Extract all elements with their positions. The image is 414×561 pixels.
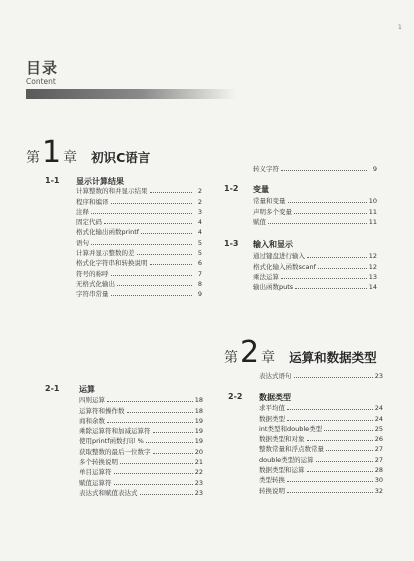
section-1-2-entries: [253, 195, 377, 226]
entry-page: 6: [197, 259, 202, 268]
entry-text: 计算整数的和并显示结果: [76, 187, 148, 196]
entry-leader: [287, 492, 373, 493]
section-number-1-2: 1-2: [224, 184, 239, 193]
chapter-number: 2: [240, 335, 260, 370]
entry-leader: [294, 213, 367, 214]
entry-leader: [153, 453, 193, 454]
entry-leader: [307, 257, 367, 258]
chapter-prefix: 第: [224, 350, 238, 366]
entry-leader: [150, 192, 193, 193]
toc-entry[interactable]: [259, 474, 383, 484]
toc-entry[interactable]: [259, 484, 383, 494]
entry-text: 通过键盘进行输入: [253, 252, 305, 261]
entry-page: 4: [197, 218, 202, 227]
entry-text: 计算并显示整数的差: [76, 249, 135, 258]
entry-page: 9: [197, 290, 202, 299]
toc-entry[interactable]: [259, 402, 383, 412]
entry-leader: [316, 461, 373, 462]
toc-entry[interactable]: [79, 415, 203, 425]
entry-leader: [107, 422, 193, 423]
entry-text: 运算符和操作数: [79, 406, 125, 415]
entry-leader: [287, 420, 373, 421]
chapter-title: 运算和数据类型: [289, 350, 377, 365]
entry-text: 乘法运算: [253, 272, 279, 281]
entry-text: 符号的称呼: [76, 269, 109, 278]
entry-page: 28: [374, 466, 383, 475]
entry-page: 11: [368, 217, 377, 226]
toc-entry[interactable]: [259, 423, 383, 433]
entry-text: 单目运算符: [79, 468, 112, 477]
entry-leader: [307, 440, 373, 441]
chapter-prefix: 第: [26, 150, 40, 166]
section-title-2-1[interactable]: 运算: [79, 385, 95, 394]
entry-page: 19: [194, 416, 203, 425]
toc-entry[interactable]: [79, 404, 203, 414]
toc-entry[interactable]: [76, 257, 202, 267]
entry-text: 四则运算: [79, 396, 105, 405]
entry-text: double类型的运算: [259, 455, 314, 464]
entry-page: 9: [372, 165, 377, 174]
section-1-1-entries: [76, 185, 202, 298]
toc-subtitle: Content: [26, 77, 56, 86]
entry-text: 表达式语句: [259, 372, 292, 381]
entry-text: 获取整数的最后一位数字: [79, 447, 151, 456]
entry-leader: [295, 288, 367, 289]
entry-page: 27: [374, 445, 383, 454]
entry-text: 类型转换: [259, 476, 285, 485]
toc-entry[interactable]: [259, 370, 383, 380]
toc-entry[interactable]: [76, 288, 202, 298]
entry-leader: [268, 223, 367, 224]
toc-entry[interactable]: [76, 206, 202, 216]
entry-text: 转义字符: [253, 165, 279, 174]
entry-leader: [91, 213, 192, 214]
entry-text: 常量和变量: [253, 197, 286, 206]
entry-page: 24: [374, 414, 383, 423]
toc-entry[interactable]: [259, 453, 383, 463]
entry-text: 无格式化输出: [76, 279, 115, 288]
entry-page: 27: [374, 455, 383, 464]
toc-header: [26, 60, 58, 86]
entry-text: 整数常量和浮点数常量: [259, 445, 324, 454]
entry-text: 注释: [76, 207, 89, 216]
entry-leader: [287, 409, 373, 410]
section-2-1-entries: [79, 394, 203, 497]
entry-page: 11: [368, 207, 377, 216]
toc-entry[interactable]: [79, 466, 203, 476]
toc-entry[interactable]: [79, 456, 203, 466]
section-number-1-3: 1-3: [224, 239, 239, 248]
entry-text: 求平均值: [259, 404, 285, 413]
entry-text: 程序和编译: [76, 197, 109, 206]
toc-entry[interactable]: [253, 260, 377, 270]
entry-text: 数据类型和运算: [259, 466, 305, 475]
section-2-2-entries: [259, 402, 383, 495]
entry-page: 12: [368, 252, 377, 261]
entry-leader: [111, 203, 193, 204]
toc-entry[interactable]: [253, 195, 377, 205]
entry-page: 14: [368, 283, 377, 292]
entry-page: 24: [374, 404, 383, 413]
entry-text: 使用printf函数打印 %: [79, 437, 144, 446]
entry-leader: [288, 202, 367, 203]
entry-leader: [318, 268, 367, 269]
entry-page: 32: [374, 486, 383, 495]
section-title-1-1[interactable]: 显示计算结果: [76, 177, 124, 186]
entry-leader: [114, 484, 193, 485]
entry-text: 乘除运算符和加减运算符: [79, 427, 151, 436]
entry-text: int类型和double类型: [259, 424, 323, 433]
toc-entry[interactable]: [76, 267, 202, 277]
chapter-2-heading[interactable]: [224, 335, 377, 370]
entry-leader: [281, 170, 367, 171]
toc-entry[interactable]: [79, 425, 203, 435]
entry-page: 23: [374, 372, 383, 381]
entry-leader: [141, 233, 192, 234]
entry-page: 4: [197, 228, 202, 237]
section-2-1-continued-entries: [259, 370, 383, 380]
entry-text: 商和余数: [79, 416, 105, 425]
entry-leader: [281, 278, 367, 279]
entry-leader: [150, 264, 193, 265]
entry-leader: [326, 450, 373, 451]
entry-page: 23: [194, 488, 203, 497]
entry-leader: [287, 481, 373, 482]
entry-page: 26: [374, 435, 383, 444]
entry-page: 13: [368, 272, 377, 281]
toc-entry[interactable]: [253, 271, 377, 281]
toc-entry[interactable]: [253, 163, 377, 173]
chapter-1-heading[interactable]: [26, 135, 151, 170]
entry-text: 赋值运算符: [79, 478, 112, 487]
section-number-1-1: 1-1: [45, 176, 60, 185]
section-number-2-1: 2-1: [45, 384, 60, 393]
section-title-1-3[interactable]: 输入和显示: [253, 240, 293, 249]
entry-page: 12: [368, 262, 377, 271]
entry-leader: [137, 254, 193, 255]
toc-entry[interactable]: [253, 281, 377, 291]
toc-entry[interactable]: [259, 443, 383, 453]
chapter-title: 初识C语言: [91, 150, 151, 165]
toc-entry[interactable]: [253, 205, 377, 215]
entry-text: 格式化输入函数scanf: [253, 262, 316, 271]
toc-entry[interactable]: [253, 250, 377, 260]
entry-page: 19: [194, 427, 203, 436]
entry-leader: [294, 377, 373, 378]
entry-leader: [107, 401, 193, 402]
entry-page: 5: [197, 238, 202, 247]
toc-entry[interactable]: [76, 236, 202, 246]
entry-text: 多个转换说明: [79, 458, 118, 467]
entry-page: 20: [194, 447, 203, 456]
entry-text: 表达式和赋值表达式: [79, 488, 138, 497]
entry-page: 2: [197, 197, 202, 206]
entry-leader: [117, 285, 192, 286]
entry-leader: [324, 430, 373, 431]
entry-text: 格式化输出函数printf: [76, 228, 140, 237]
chapter-suffix: 章: [63, 150, 78, 166]
chapter-number: 1: [42, 135, 62, 170]
entry-page: 2: [197, 187, 202, 196]
section-title-1-2[interactable]: 变量: [253, 185, 269, 194]
toc-entry[interactable]: [259, 412, 383, 422]
toc-entry[interactable]: [79, 435, 203, 445]
entry-leader: [111, 295, 193, 296]
entry-text: 格式化字符串和转换说明: [76, 259, 148, 268]
entry-leader: [111, 275, 193, 276]
entry-page: 7: [197, 269, 202, 278]
entry-page: 8: [197, 279, 202, 288]
entry-page: 10: [368, 197, 377, 206]
entry-text: 声明多个变量: [253, 207, 292, 216]
toc-entry[interactable]: [76, 226, 202, 236]
entry-leader: [104, 223, 192, 224]
entry-leader: [127, 412, 193, 413]
entry-leader: [153, 432, 193, 433]
entry-text: 数据类型: [259, 414, 285, 423]
entry-leader: [140, 494, 193, 495]
toc-entry[interactable]: [76, 195, 202, 205]
entry-leader: [307, 471, 373, 472]
entry-page: 18: [194, 406, 203, 415]
toc-entry[interactable]: [76, 185, 202, 195]
toc-entry[interactable]: [79, 394, 203, 404]
entry-leader: [146, 442, 193, 443]
entry-page: 25: [374, 424, 383, 433]
entry-page: 5: [197, 249, 202, 258]
entry-page: 21: [194, 458, 203, 467]
toc-entry[interactable]: [76, 247, 202, 257]
chapter-suffix: 章: [261, 350, 276, 366]
toc-entry[interactable]: [259, 464, 383, 474]
toc-entry[interactable]: [253, 216, 377, 226]
title-decoration-bar: [26, 89, 236, 99]
section-number-2-2: 2-2: [228, 392, 243, 401]
toc-entry[interactable]: [79, 487, 203, 497]
toc-entry[interactable]: [76, 278, 202, 288]
entry-text: 语句: [76, 238, 89, 247]
page-number: 1: [398, 24, 402, 31]
entry-text: 赋值: [253, 217, 266, 226]
entry-page: 3: [197, 207, 202, 216]
entry-leader: [91, 244, 192, 245]
toc-entry[interactable]: [76, 216, 202, 226]
entry-text: 固定代码: [76, 218, 102, 227]
toc-entry[interactable]: [79, 445, 203, 455]
entry-leader: [120, 463, 193, 464]
entry-page: 23: [194, 478, 203, 487]
section-1-3-entries: [253, 250, 377, 291]
toc-entry[interactable]: [79, 476, 203, 486]
section-title-2-2[interactable]: 数据类型: [259, 393, 291, 402]
entry-text: 转换说明: [259, 486, 285, 495]
entry-page: 18: [194, 396, 203, 405]
entry-page: 22: [194, 468, 203, 477]
section-1-1-continued-entries: [253, 163, 377, 173]
entry-page: 19: [194, 437, 203, 446]
entry-text: 输出函数puts: [253, 283, 294, 292]
entry-page: 30: [374, 476, 383, 485]
toc-entry[interactable]: [259, 433, 383, 443]
entry-leader: [114, 473, 193, 474]
toc-title: 目录: [26, 59, 59, 77]
entry-text: 字符串常量: [76, 290, 109, 299]
entry-text: 数据类型和对象: [259, 435, 305, 444]
